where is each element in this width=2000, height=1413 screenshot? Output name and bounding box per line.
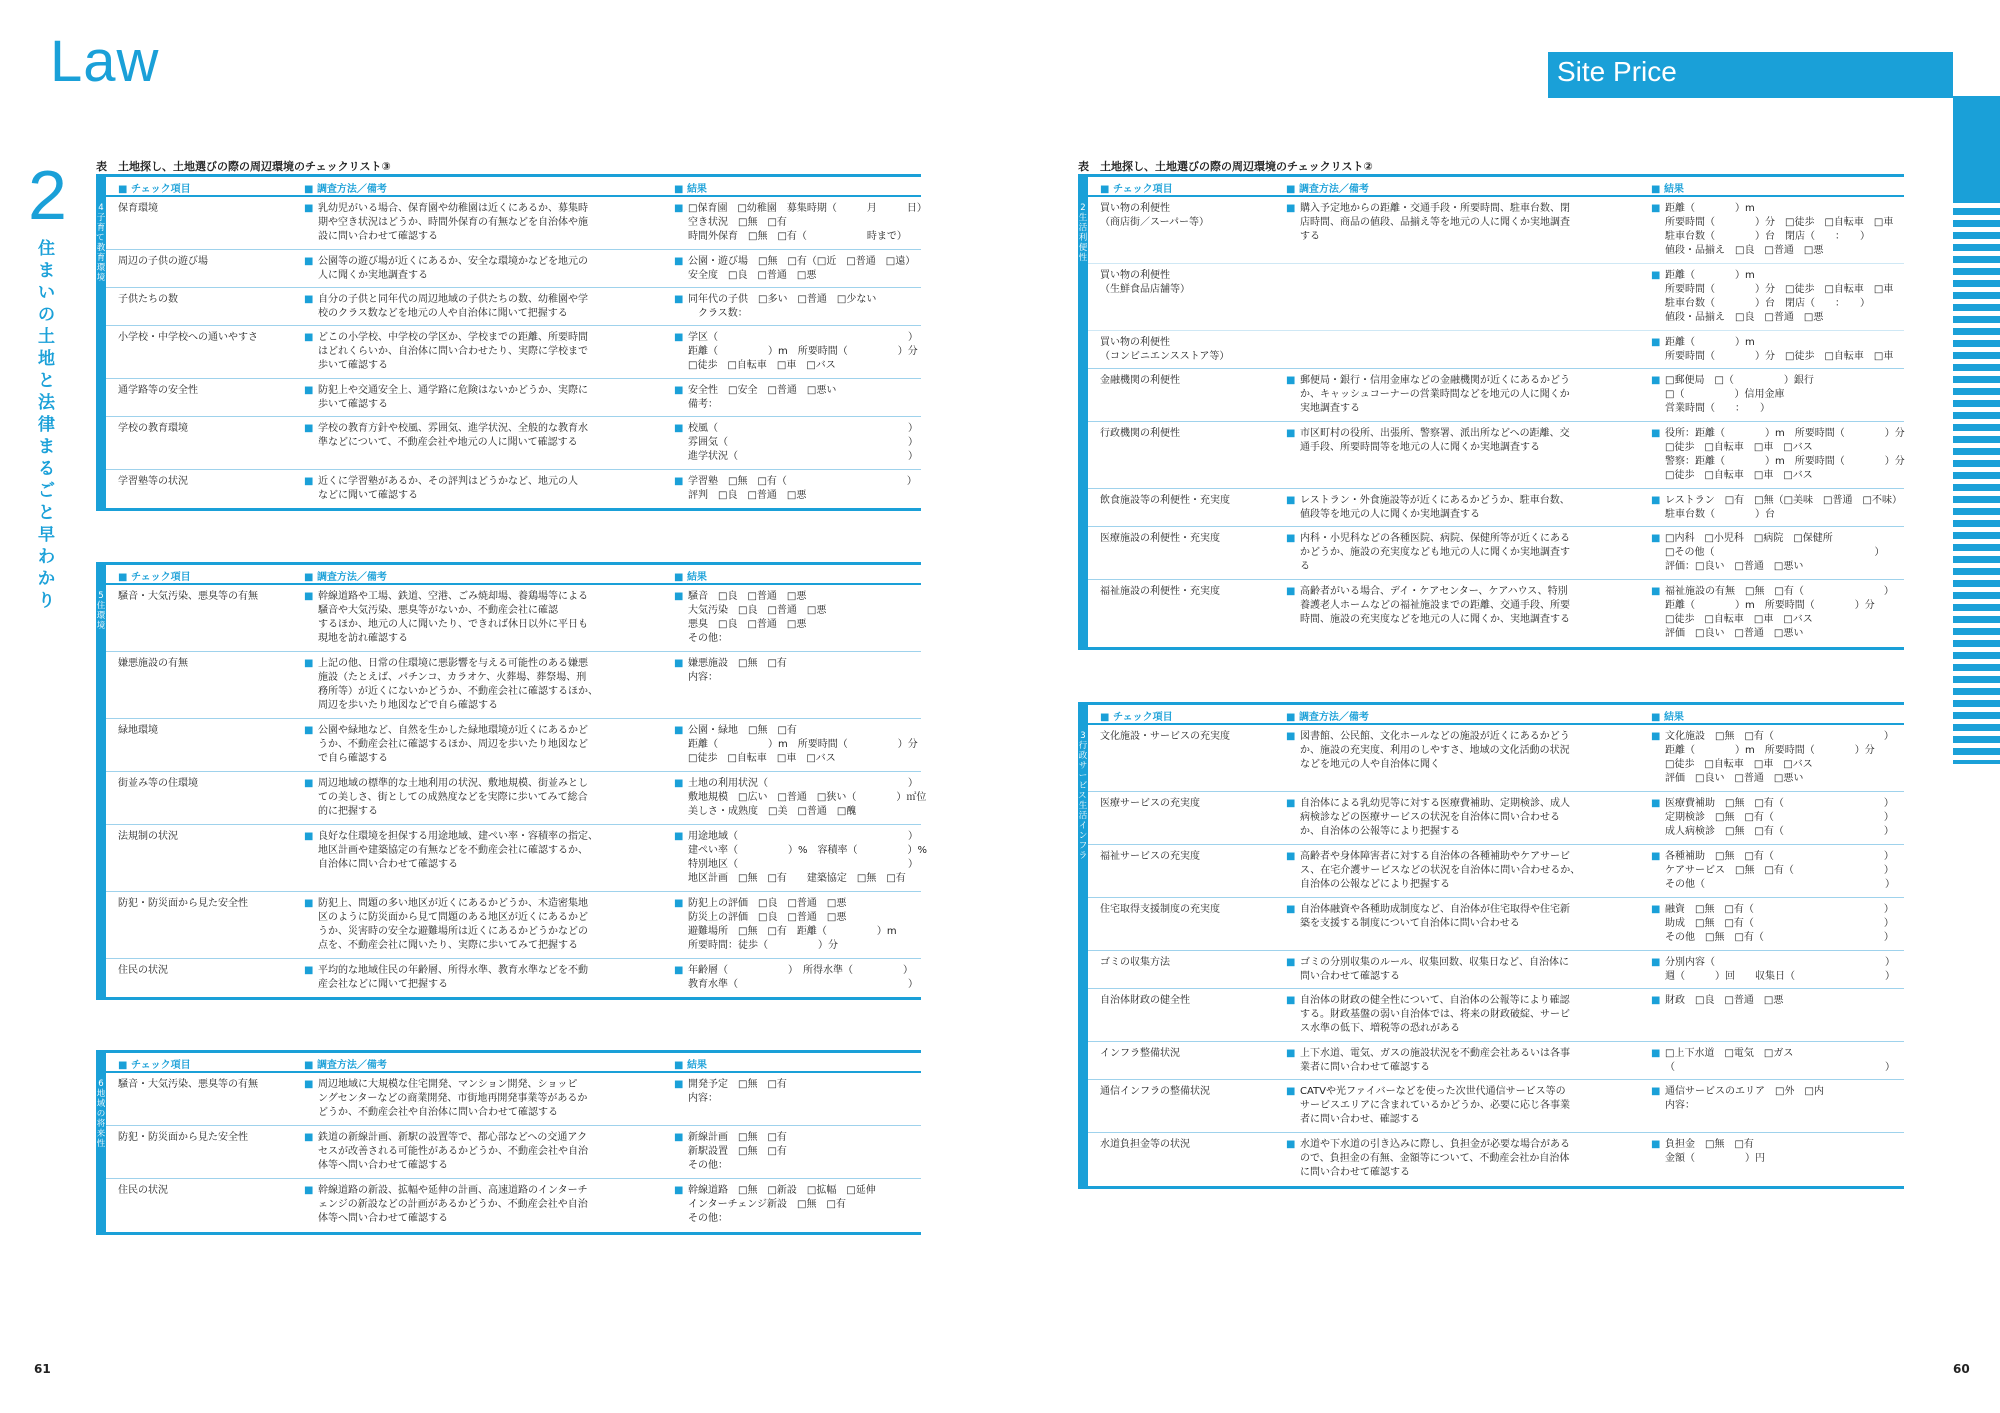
table-row xyxy=(1088,489,1904,527)
check-item: 行政機関の利便性 xyxy=(1100,428,1180,439)
bullet-square-icon: ■ xyxy=(1286,495,1296,506)
bullet-square-icon: ■ xyxy=(1286,904,1296,915)
check-item: 文化施設・サービスの充実度 xyxy=(1100,731,1230,742)
column-header-result: ■ 結果 xyxy=(1651,708,1684,723)
table-row xyxy=(1088,580,1904,647)
section-label: 4 子育て・教育環境 xyxy=(96,203,114,283)
table-row xyxy=(106,326,921,379)
bullet-square-icon: ■ xyxy=(1286,995,1296,1006)
check-item: 周辺の子供の遊び場 xyxy=(118,256,208,267)
check-item: 自治体財政の健全性 xyxy=(1100,995,1190,1006)
bullet-square-icon: ■ xyxy=(1651,798,1661,809)
result-fields[interactable]: 通信サービスのエリア □外 □内 内容： xyxy=(1665,1086,1824,1111)
table-row xyxy=(106,417,921,470)
bullet-square-icon: ■ xyxy=(1651,203,1661,214)
column-header-item: ■ チェック項目 xyxy=(118,1056,191,1071)
bullet-square-icon: ■ xyxy=(1651,495,1661,506)
survey-method: 図書館、公民館、文化ホールなどの施設が近くにあるかどう か、施設の充実度、利用のしやすさ、地域の文化活動の状況 などを地元の人や自治体に聞く xyxy=(1300,731,1570,770)
table-row xyxy=(1088,792,1904,845)
bullet-square-icon: ■ xyxy=(304,476,314,487)
survey-method: 良好な住環境を担保する用途地域、建ぺい率・容積率の指定、 地区計画や建築協定の有無などを不動産会社に確認するか、 自治体に問い合わせて確認する xyxy=(318,831,598,870)
bullet-square-icon: ■ xyxy=(1651,428,1661,439)
bullet-square-icon: ■ xyxy=(304,385,314,396)
check-item: 通学路等の安全性 xyxy=(118,385,198,396)
result-fields[interactable]: 文化施設 □無 □有（ ） 距離（ ）m 所要時間（ ）分 □徒歩 □自転車 □車 □バス 評価 □良い □普通 □悪い xyxy=(1665,731,1894,784)
check-item: 福祉サービスの充実度 xyxy=(1100,851,1200,862)
bullet-square-icon: ■ xyxy=(304,725,314,736)
table-row xyxy=(106,288,921,326)
bullet-square-icon: ■ xyxy=(1286,851,1296,862)
column-header-item: ■ チェック項目 xyxy=(118,568,191,583)
bullet-square-icon: ■ xyxy=(674,294,684,305)
check-item: インフラ整備状況 xyxy=(1100,1048,1180,1059)
bullet-square-icon: ■ xyxy=(1651,1139,1661,1150)
survey-method: 鉄道の新線計画、新駅の設置等で、都心部などへの交通アク セスが改善される可能性があるかどうか、不動産会社や自治 体等へ問い合わせて確認する xyxy=(318,1132,588,1171)
checklist-table-child-education xyxy=(96,174,927,511)
bullet-square-icon: ■ xyxy=(1286,1139,1296,1150)
checklist-table-future-potential xyxy=(96,1050,921,1235)
survey-method: 自治体融資や各種助成制度など、自治体が住宅取得や住宅新 築を支援する制度について自治体に問い合わせる xyxy=(1300,904,1570,929)
result-fields[interactable]: 用途地域（ ） 建ぺい率（ ）% 容積率（ ）% 特別地区（ ） 地区計画 □無 □有 建築協定 □無 □有 xyxy=(688,831,928,884)
bullet-square-icon: ■ xyxy=(674,591,684,602)
column-header-item: ■ チェック項目 xyxy=(1100,180,1173,195)
check-item: 買い物の利便性 （コンビニエンスストア等） xyxy=(1100,337,1230,362)
table-row xyxy=(1088,989,1904,1042)
table-row xyxy=(1088,369,1904,422)
table-row xyxy=(1088,898,1904,951)
table-header-row xyxy=(1088,705,1904,725)
bullet-square-icon: ■ xyxy=(304,1185,314,1196)
result-fields[interactable]: 役所：距離（ ）m 所要時間（ ）分 □徒歩 □自転車 □車 □バス 警察：距離（ ）m 所要時間（ ）分 □徒歩 □自転車 □車 □バス xyxy=(1665,428,1905,481)
result-fields[interactable]: 財政 □良 □普通 □悪 xyxy=(1665,995,1784,1006)
result-fields[interactable]: □内科 □小児科 □病院 □保健所 □その他（ ） 評価：□良い □普通 □悪い xyxy=(1665,533,1885,572)
bullet-square-icon: ■ xyxy=(674,831,684,842)
chapter-title: 住まいの土地と法律まるごと早わかり xyxy=(38,239,55,611)
check-item: 嫌悪施設の有無 xyxy=(118,658,188,669)
bullet-square-icon: ■ xyxy=(1286,1048,1296,1059)
bullet-square-icon: ■ xyxy=(304,898,314,909)
result-fields[interactable]: 校風（ ） 雰囲気（ ） 進学状況（ ） xyxy=(688,423,918,462)
survey-method: 高齢者や身体障害者に対する自治体の各種補助やケアサービ ス、在宅介護サービスなどの状況を自治体に問い合わせるか、 自治体の公報などにより把握する xyxy=(1300,851,1581,890)
section-side-bar xyxy=(96,1053,106,1232)
edge-stripes xyxy=(1953,196,2000,764)
bullet-square-icon: ■ xyxy=(1651,1086,1661,1097)
survey-method: 自分の子供と同年代の周辺地域の子供たちの数、幼稚園や学 校のクラス数などを地元の人や自治体に聞いて把握する xyxy=(318,294,588,319)
column-header-method: ■ 調査方法／備考 xyxy=(304,180,387,195)
check-item: 防犯・防災面から見た安全性 xyxy=(118,1132,248,1143)
section-side-bar xyxy=(96,565,106,997)
survey-method: 防犯上や交通安全上、通学路に危険はないかどうか、実際に 歩いて確認する xyxy=(318,385,588,410)
table-row xyxy=(106,585,921,652)
bullet-square-icon: ■ xyxy=(674,256,684,267)
result-fields[interactable]: 同年代の子供 □多い □普通 □少ない クラス数： xyxy=(688,294,877,319)
bullet-square-icon: ■ xyxy=(1286,586,1296,597)
result-fields[interactable]: 公園・緑地 □無 □有 距離（ ）m 所要時間（ ）分 □徒歩 □自転車 □車 □バス xyxy=(688,725,918,764)
result-fields[interactable]: 防犯上の評価 □良 □普通 □悪 防災上の評価 □良 □普通 □悪 避難場所 □無 □有 距離（ ）m 所要時間：徒歩（ ）分 xyxy=(688,898,897,951)
check-item: 保育環境 xyxy=(118,203,158,214)
bullet-square-icon: ■ xyxy=(304,1079,314,1090)
survey-method: 自治体の財政の健全性について、自治体の公報等により確認 する。財政基盤の弱い自治体では、将来の財政破綻、サービ ス水準の低下、増税等の恐れがある xyxy=(1300,995,1570,1034)
bullet-square-icon: ■ xyxy=(304,965,314,976)
checklist-table-convenience xyxy=(1078,174,1904,650)
bullet-square-icon: ■ xyxy=(674,1132,684,1143)
survey-method: 内科・小児科などの各種医院、病院、保健所等が近くにある かどうか、施設の充実度なども地元の人に聞くか実地調査す る xyxy=(1300,533,1570,572)
bullet-square-icon: ■ xyxy=(1651,731,1661,742)
survey-method: 公園や緑地など、自然を生かした緑地環境が近くにあるかど うか、不動産会社に確認するほか、周辺を歩いたり地図など で自ら確認する xyxy=(318,725,588,764)
survey-method: 近くに学習塾があるか、その評判はどうかなど、地元の人 などに聞いて確認する xyxy=(318,476,578,501)
check-item: 福祉施設の利便性・充実度 xyxy=(1100,586,1220,597)
bullet-square-icon: ■ xyxy=(304,591,314,602)
bullet-square-icon: ■ xyxy=(674,1079,684,1090)
column-header-method: ■ 調査方法／備考 xyxy=(1286,180,1369,195)
survey-method: 防犯上、問題の多い地区が近くにあるかどうか、木造密集地 区のように防災面から見て問題のある地区が近くにあるかど うか、災害時の安全な避難場所は近くにあるかどうかなどの 点を、不動産会社に聞いたり、実際に歩いてみて把握する xyxy=(318,898,588,951)
checklist-table-public-services xyxy=(1078,702,1904,1189)
result-fields[interactable]: 分別内容（ ） 週（ ）回 収集日（ ） xyxy=(1665,957,1895,982)
result-fields[interactable]: 距離（ ）m 所要時間（ ）分 □徒歩 □自転車 □車 駐車台数（ ）台 閉店（ ： ） 値段・品揃え □良 □普通 □悪 xyxy=(1665,270,1894,323)
check-item: 医療サービスの充実度 xyxy=(1100,798,1200,809)
bullet-square-icon: ■ xyxy=(304,332,314,343)
table-row xyxy=(106,197,927,250)
bullet-square-icon: ■ xyxy=(1286,203,1296,214)
table-row xyxy=(106,719,921,772)
column-header-result: ■ 結果 xyxy=(1651,180,1684,195)
bullet-square-icon: ■ xyxy=(304,778,314,789)
table-row xyxy=(106,1126,921,1179)
survey-method: 幹線道路の新設、拡幅や延伸の計画、高速道路のインターチ ェンジの新設などの計画があるかどうか、不動産会社や自治 体等へ問い合わせて確認する xyxy=(318,1185,588,1224)
check-item: 子供たちの数 xyxy=(118,294,178,305)
bullet-square-icon: ■ xyxy=(674,778,684,789)
checklist-table-living-environment xyxy=(96,562,928,1000)
table-row xyxy=(1088,951,1904,989)
result-fields[interactable]: レストラン □有 □無（□美味 □普通 □不味） 駐車台数（ ）台 xyxy=(1665,495,1902,520)
table-header-row xyxy=(1088,177,1904,197)
column-header-method: ■ 調査方法／備考 xyxy=(304,568,387,583)
table-header-row xyxy=(106,565,921,585)
table-row xyxy=(1088,1133,1904,1186)
survey-method: 平均的な地域住民の年齢層、所得水準、教育水準などを不動 産会社などに聞いて把握する xyxy=(318,965,588,990)
table-header-row xyxy=(106,177,921,197)
bullet-square-icon: ■ xyxy=(674,1185,684,1196)
check-item: 防犯・防災面から見た安全性 xyxy=(118,898,248,909)
survey-method: 購入予定地からの距離・交通手段・所要時間、駐車台数、閉 店時間、商品の値段、品揃え等を地元の人に聞くか実地調査 する xyxy=(1300,203,1570,242)
result-fields[interactable]: 各種補助 □無 □有（ ） ケアサービス □無 □有（ ） その他（ ） xyxy=(1665,851,1895,890)
bullet-square-icon: ■ xyxy=(1286,731,1296,742)
edge-tab xyxy=(1953,96,2000,196)
table-row xyxy=(1088,725,1904,792)
result-fields[interactable]: 距離（ ）m 所要時間（ ）分 □徒歩 □自転車 □車 xyxy=(1665,337,1894,362)
check-item: 小学校・中学校への通いやすさ xyxy=(118,332,258,343)
result-fields[interactable]: 負担金 □無 □有 金額（ ）円 xyxy=(1665,1139,1765,1164)
law-title: Law xyxy=(50,29,160,94)
result-fields[interactable]: 距離（ ）m 所要時間（ ）分 □徒歩 □自転車 □車 駐車台数（ ）台 閉店（ ： ） 値段・品揃え □良 □普通 □悪 xyxy=(1665,203,1894,256)
section-side-bar xyxy=(1078,705,1096,1186)
bullet-square-icon: ■ xyxy=(1651,1048,1661,1059)
bullet-square-icon: ■ xyxy=(304,203,314,214)
survey-method: 自治体による乳幼児等に対する医療費補助、定期検診、成人 病検診などの医療サービスの状況を自治体に問い合わせる か、自治体の公報等により把握する xyxy=(1300,798,1570,837)
result-fields[interactable]: □郵便局 □（ ）銀行 □（ ）信用金庫 営業時間（ ： ） xyxy=(1665,375,1814,414)
check-item: ゴミの収集方法 xyxy=(1100,957,1170,968)
result-fields[interactable]: 騒音 □良 □普通 □悪 大気汚染 □良 □普通 □悪 悪臭 □良 □普通 □悪 その他： xyxy=(688,591,827,644)
bullet-square-icon: ■ xyxy=(1651,533,1661,544)
survey-method: 周辺地域に大規模な住宅開発、マンション開発、ショッピ ングセンターなどの商業開発、市街地再開発事業等があるか どうか、不動産会社や自治体に問い合わせて確認する xyxy=(318,1079,588,1118)
bullet-square-icon: ■ xyxy=(674,725,684,736)
check-item: 法規制の状況 xyxy=(118,831,178,842)
bullet-square-icon: ■ xyxy=(1286,375,1296,386)
table-row xyxy=(106,825,928,892)
column-header-method: ■ 調査方法／備考 xyxy=(304,1056,387,1071)
bullet-square-icon: ■ xyxy=(1651,995,1661,1006)
survey-method: CATVや光ファイバーなどを使った次世代通信サービス等の サービスエリアに含まれているかどうか、必要に応じ各事業 者に問い合わせ、確認する xyxy=(1300,1086,1570,1125)
check-item: 街並み等の住環境 xyxy=(118,778,198,789)
table-row xyxy=(1088,1042,1904,1080)
survey-method: 公園等の遊び場が近くにあるか、安全な環境かなどを地元の 人に聞くか実地調査する xyxy=(318,256,588,281)
check-item: 買い物の利便性 （商店街／スーパー等） xyxy=(1100,203,1209,228)
table-row xyxy=(1088,331,1904,369)
survey-method: 学校の教育方針や校風、雰囲気、進学状況、全般的な教育水 準などについて、不動産会社や地元の人に聞いて確認する xyxy=(318,423,588,448)
page-number-right: 60 xyxy=(1953,1362,1970,1376)
result-fields[interactable]: 医療費補助 □無 □有（ ） 定期検診 □無 □有（ ） 成人病検診 □無 □有（ ） xyxy=(1665,798,1894,837)
bullet-square-icon: ■ xyxy=(1286,957,1296,968)
result-fields[interactable]: □保育園 □幼稚園 募集時期（ 月 日） 空き状況 □無 □有 時間外保育 □無 □有（ 時まで） xyxy=(688,203,927,242)
survey-method: 幹線道路や工場、鉄道、空港、ごみ焼却場、養鶏場等による 騒音や大気汚染、悪臭等がないか、不動産会社に確認 するほか、地元の人に聞いたり、できれば休日以外に平日も 現地を訪れ確認する xyxy=(318,591,588,644)
bullet-square-icon: ■ xyxy=(1286,428,1296,439)
section-side-bar xyxy=(1078,177,1088,647)
table-row xyxy=(106,772,927,825)
survey-method: 乳幼児がいる場合、保育園や幼稚園は近くにあるか、募集時 期や空き状況はどうか、時間外保育の有無などを自治体や施 設に問い合わせて確認する xyxy=(318,203,588,242)
check-item: 住宅取得支援制度の充実度 xyxy=(1100,904,1220,915)
result-fields[interactable]: 福祉施設の有無 □無 □有（ ） 距離（ ）m 所要時間（ ）分 □徒歩 □自転車 □車 □バス 評価 □良い □普通 □悪い xyxy=(1665,586,1894,639)
check-item: 学校の教育環境 xyxy=(118,423,188,434)
bullet-square-icon: ■ xyxy=(304,831,314,842)
table-row xyxy=(106,470,921,508)
table-row xyxy=(1088,422,1904,489)
survey-method: 上記の他、日常の住環境に悪影響を与える可能性のある嫌悪 施設（たとえば、パチンコ、カラオケ、火葬場、葬祭場、刑 務所等）が近くにないかどうか、不動産会社に確認するほか、 周辺を歩いたり地図などで自ら確認する xyxy=(318,658,598,711)
section-side-bar xyxy=(96,177,114,508)
bullet-square-icon: ■ xyxy=(674,476,684,487)
check-item: 騒音・大気汚染、悪臭等の有無 xyxy=(118,591,258,602)
table-row xyxy=(1088,527,1904,580)
result-fields[interactable]: 学習塾 □無 □有（ ） 評判 □良 □普通 □悪 xyxy=(688,476,917,501)
table-row xyxy=(106,1179,921,1232)
check-item: 医療施設の利便性・充実度 xyxy=(1100,533,1220,544)
check-item: 学習塾等の状況 xyxy=(118,476,188,487)
result-fields[interactable]: 安全性 □安全 □普通 □悪い 備考： xyxy=(688,385,837,410)
chapter-number: 2 xyxy=(28,156,67,234)
table-row xyxy=(106,892,921,959)
bullet-square-icon: ■ xyxy=(1651,957,1661,968)
table-header-row xyxy=(106,1053,921,1073)
column-header-result: ■ 結果 xyxy=(674,568,707,583)
bullet-square-icon: ■ xyxy=(1651,904,1661,915)
page-number-left: 61 xyxy=(34,1362,51,1376)
result-fields[interactable]: 公園・遊び場 □無 □有（□近 □普通 □遠） 安全度 □良 □普通 □悪 xyxy=(688,256,916,281)
bullet-square-icon: ■ xyxy=(304,294,314,305)
survey-method: 高齢者がいる場合、デイ・ケアセンター、ケアハウス、特別 養護老人ホームなどの福祉施設までの距離、交通手段、所要 時間、施設の充実度などを地元の人に聞くか、実地調査する xyxy=(1300,586,1570,625)
column-header-result: ■ 結果 xyxy=(674,1056,707,1071)
survey-method: 周辺地域の標準的な土地利用の状況、敷地規模、街並みとし ての美しさ、街としての成熟度などを実際に歩いてみて総合 的に把握する xyxy=(318,778,588,817)
check-item: 緑地環境 xyxy=(118,725,158,736)
bullet-square-icon: ■ xyxy=(674,385,684,396)
result-fields[interactable]: 学区（ ） 距離（ ）m 所要時間（ ）分 □徒歩 □自転車 □車 □バス xyxy=(688,332,918,371)
table-caption-left: 表 土地探し、土地選びの際の周辺環境のチェックリスト③ xyxy=(96,160,391,173)
site-price-label: Site Price xyxy=(1557,56,1677,87)
result-fields[interactable]: 新線計画 □無 □有 新駅設置 □無 □有 その他： xyxy=(688,1132,787,1171)
table-row xyxy=(106,652,921,719)
section-label: 2 生活利便性 xyxy=(1078,203,1088,263)
survey-method: ゴミの分別収集のルール、収集回数、収集日など、自治体に 問い合わせて確認する xyxy=(1300,957,1569,982)
result-fields[interactable]: □上下水道 □電気 □ガス （ ） xyxy=(1665,1048,1895,1073)
result-fields[interactable]: 融資 □無 □有（ ） 助成 □無 □有（ ） その他 □無 □有（ ） xyxy=(1665,904,1894,943)
result-fields[interactable]: 幹線道路 □無 □新設 □拡幅 □延伸 インターチェンジ新設 □無 □有 その他： xyxy=(688,1185,876,1224)
check-item: 住民の状況 xyxy=(118,1185,168,1196)
result-fields[interactable]: 土地の利用状況（ ） 敷地規模 □広い □普通 □狭い（ ）㎡位 美しさ・成熟度 □美 □普通 □醜 xyxy=(688,778,927,817)
result-fields[interactable]: 開発予定 □無 □有 内容： xyxy=(688,1079,787,1104)
bullet-square-icon: ■ xyxy=(1651,851,1661,862)
column-header-method: ■ 調査方法／備考 xyxy=(1286,708,1369,723)
check-item: 買い物の利便性 （生鮮食品店舗等） xyxy=(1100,270,1190,295)
column-header-result: ■ 結果 xyxy=(674,180,707,195)
check-item: 通信インフラの整備状況 xyxy=(1100,1086,1210,1097)
table-row xyxy=(1088,845,1904,898)
bullet-square-icon: ■ xyxy=(304,256,314,267)
bullet-square-icon: ■ xyxy=(674,658,684,669)
table-caption-right: 表 土地探し、土地選びの際の周辺環境のチェックリスト② xyxy=(1078,160,1373,173)
bullet-square-icon: ■ xyxy=(304,658,314,669)
result-fields[interactable]: 嫌悪施設 □無 □有 内容： xyxy=(688,658,787,683)
survey-method: レストラン・外食施設等が近くにあるかどうか、駐車台数、 値段等を地元の人に聞くか実地調査する xyxy=(1300,495,1570,520)
result-fields[interactable]: 年齢層（ ） 所得水準（ ） 教育水準（ ） xyxy=(688,965,918,990)
check-item: 騒音・大気汚染、悪臭等の有無 xyxy=(118,1079,258,1090)
table-row xyxy=(1088,197,1904,264)
check-item: 住民の状況 xyxy=(118,965,168,976)
column-header-item: ■ チェック項目 xyxy=(118,180,191,195)
bullet-square-icon: ■ xyxy=(1286,798,1296,809)
survey-method: 上下水道、電気、ガスの施設状況を不動産会社あるいは各事 業者に問い合わせて確認する xyxy=(1300,1048,1570,1073)
check-item: 金融機関の利便性 xyxy=(1100,375,1180,386)
table-row xyxy=(1088,264,1904,331)
bullet-square-icon: ■ xyxy=(674,423,684,434)
bullet-square-icon: ■ xyxy=(674,965,684,976)
survey-method: 水道や下水道の引き込みに際し、負担金が必要な場合がある ので、負担金の有無、金額等について、不動産会社か自治体 に問い合わせて確認する xyxy=(1300,1139,1570,1178)
bullet-square-icon: ■ xyxy=(304,423,314,434)
bullet-square-icon: ■ xyxy=(1651,337,1661,348)
check-item: 飲食施設等の利便性・充実度 xyxy=(1100,495,1230,506)
bullet-square-icon: ■ xyxy=(674,332,684,343)
survey-method: 郵便局・銀行・信用金庫などの金融機関が近くにあるかどう か、キャッシュコーナーの営業時間などを地元の人に聞くか 実地調査する xyxy=(1300,375,1570,414)
survey-method: どこの小学校、中学校の学区か、学校までの距離、所要時間 はどれくらいか、自治体に問い合わせたり、実際に学校まで 歩いて確認する xyxy=(318,332,588,371)
table-row xyxy=(1088,1080,1904,1133)
bullet-square-icon: ■ xyxy=(1651,270,1661,281)
bullet-square-icon: ■ xyxy=(1651,586,1661,597)
bullet-square-icon: ■ xyxy=(1286,1086,1296,1097)
table-row xyxy=(106,250,921,288)
survey-method: 市区町村の役所、出張所、警察署、派出所などへの距離、交 通手段、所要時間等を地元の人に聞くか実地調査する xyxy=(1300,428,1570,453)
table-row xyxy=(106,1073,921,1126)
check-item: 水道負担金等の状況 xyxy=(1100,1139,1190,1150)
table-row xyxy=(106,379,921,417)
table-row xyxy=(106,959,921,997)
section-label: 5 住環境 xyxy=(96,591,106,631)
bullet-square-icon: ■ xyxy=(674,203,684,214)
column-header-item: ■ チェック項目 xyxy=(1100,708,1173,723)
bullet-square-icon: ■ xyxy=(304,1132,314,1143)
bullet-square-icon: ■ xyxy=(1651,375,1661,386)
section-label: 6 地域の将来性 xyxy=(96,1079,106,1149)
bullet-square-icon: ■ xyxy=(1286,533,1296,544)
section-label: 3 行政サービス・生活インフラ xyxy=(1078,731,1096,861)
bullet-square-icon: ■ xyxy=(674,898,684,909)
